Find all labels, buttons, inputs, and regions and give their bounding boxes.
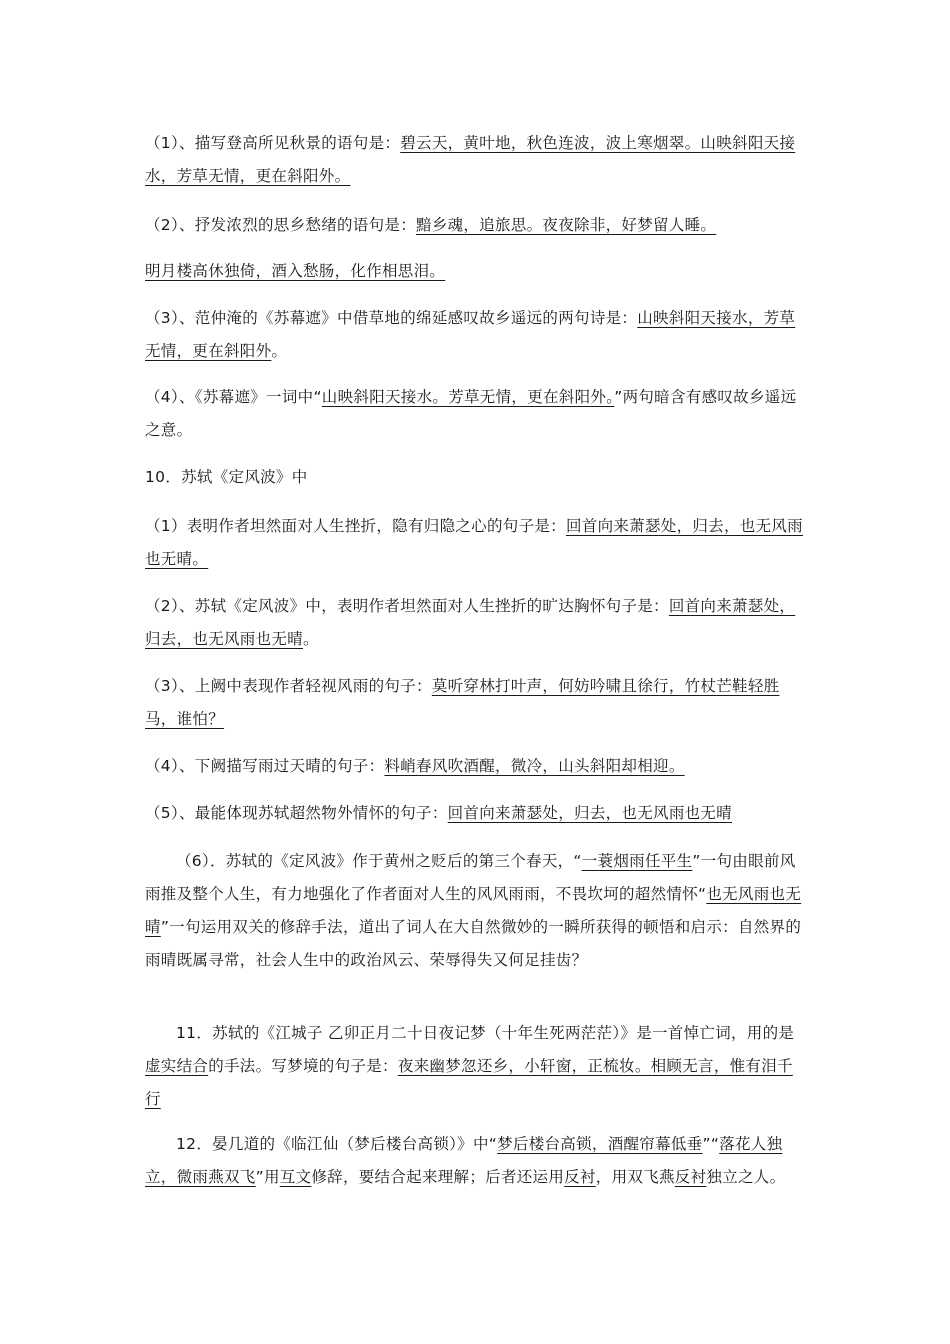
text-segment: （4）、《苏幕遮》一词中“ [145, 388, 322, 406]
answer-paragraph-10-1 [145, 510, 807, 576]
underlined-answer: 夜来幽梦忽还乡，小轩窗，正梳妆。相顾无言，惟有泪千行 [145, 1057, 793, 1108]
underlined-answer: 回首向来萧瑟处，归去，也无风雨也无晴 [447, 804, 733, 822]
underlined-answer: 山映斜阳天接水。芳草无情，更在斜阳外。 [321, 388, 615, 406]
text-segment: 12．晏几道的《临江仙（梦后楼台高锁）》中“ [176, 1135, 498, 1153]
underlined-answer: 回首向来萧瑟处，归去，也无风雨也无晴。 [145, 517, 803, 568]
underlined-answer: 莫听穿林打叶声，何妨吟啸且徐行，竹杖芒鞋轻胜马，谁怕？ [145, 677, 780, 728]
text-segment: （2）、抒发浓烈的思乡愁绪的语句是： [145, 216, 417, 234]
text-segment: 的手法。写梦境的句子是： [208, 1057, 398, 1075]
text-segment: ”两句暗含有感叹故乡遥远之意。 [145, 388, 797, 439]
underlined-answer: 也无风雨也无晴 [145, 885, 802, 936]
underlined-answer: 落花人独立，微雨燕双飞 [145, 1135, 783, 1186]
text-segment: ，用双飞燕 [595, 1168, 675, 1186]
answer-paragraph-10-2 [145, 590, 807, 656]
text-segment: 10．苏轼《定风波》中 [145, 468, 308, 486]
section-paragraph-12 [145, 1128, 807, 1194]
answer-paragraph-1-4 [145, 381, 807, 447]
answer-paragraph-10-4 [145, 750, 807, 783]
underlined-answer: 黯乡魂，追旅思。夜夜除非，好梦留人睡。 [416, 216, 717, 234]
section-heading-10 [145, 461, 807, 494]
text-segment: （2）、苏轼《定风波》中，表明作者坦然面对人生挫折的旷达胸怀句子是： [145, 597, 669, 615]
text-segment: 独立之人。 [706, 1168, 786, 1186]
underlined-answer: 料峭春风吹酒醒，微冷，山头斜阳却相迎。 [384, 757, 685, 775]
text-segment: （4）、下阙描写雨过天晴的句子： [145, 757, 385, 775]
underlined-answer: 碧云天，黄叶地，秋色连波，波上寒烟翠。山映斜阳天接水，芳草无情，更在斜阳外。 [145, 134, 796, 185]
text-segment: （5）、最能体现苏轼超然物外情怀的句子： [145, 804, 448, 822]
underlined-answer: 明月楼高休独倚，酒入愁肠，化作相思泪。 [145, 262, 446, 280]
underlined-answer: 梦后楼台高锁，酒醒帘幕低垂 [497, 1135, 703, 1153]
text-segment: （3）、上阙中表现作者轻视风雨的句子： [145, 677, 432, 695]
answer-paragraph-10-3 [145, 670, 807, 736]
text-segment: （3）、范仲淹的《苏幕遮》中借草地的绵延感叹故乡遥远的两句诗是： [145, 309, 638, 327]
underlined-answer: 反衬 [564, 1168, 596, 1186]
answer-paragraph-1-3 [145, 302, 807, 368]
text-segment: 。 [303, 630, 319, 648]
section-paragraph-11 [145, 1017, 807, 1116]
answer-paragraph-1-2-cont [145, 255, 807, 288]
text-segment: ”用 [255, 1168, 280, 1186]
text-segment: ”一句运用双关的修辞手法，道出了词人在大自然微妙的一瞬所获得的顿悟和启示：自然界的雨晴既属寻常，社会人生中的政治风云、荣辱得失又何足挂齿？ [145, 918, 802, 969]
underlined-answer: 回首向来萧瑟处，归去，也无风雨也无晴 [145, 597, 796, 648]
answer-paragraph-10-6 [145, 845, 807, 977]
text-segment: （1）、描写登高所见秋景的语句是： [145, 134, 401, 152]
text-segment: ”“ [702, 1135, 720, 1153]
text-segment: 。 [271, 342, 288, 360]
underlined-answer: 山映斜阳天接水，芳草无情，更在斜阳外 [145, 309, 796, 360]
text-segment: （1）表明作者坦然面对人生挫折，隐有归隐之心的句子是： [145, 517, 566, 535]
underlined-answer: 互文 [279, 1168, 312, 1186]
text-segment: 11．苏轼的《江城子 乙卯正月二十日夜记梦（十年生死两茫茫）》是一首悼亡词，用的是 [176, 1024, 795, 1042]
underlined-answer: 反衬 [674, 1168, 707, 1186]
text-segment: 修辞，要结合起来理解；后者还运用 [311, 1168, 565, 1186]
text-segment: ”一句由眼前风雨推及整个人生，有力地强化了作者面对人生的风风雨雨，不畏坎坷的超然情怀“ [145, 852, 796, 903]
underlined-answer: 一蓑烟雨任平生 [581, 852, 693, 870]
answer-paragraph-1-2 [145, 209, 807, 242]
answer-paragraph-1-1 [145, 127, 807, 193]
answer-paragraph-10-5 [145, 797, 807, 830]
underlined-answer: 虚实结合 [145, 1057, 209, 1075]
text-segment: （6）．苏轼的《定风波》作于黄州之贬后的第三个春天，“ [176, 852, 582, 870]
